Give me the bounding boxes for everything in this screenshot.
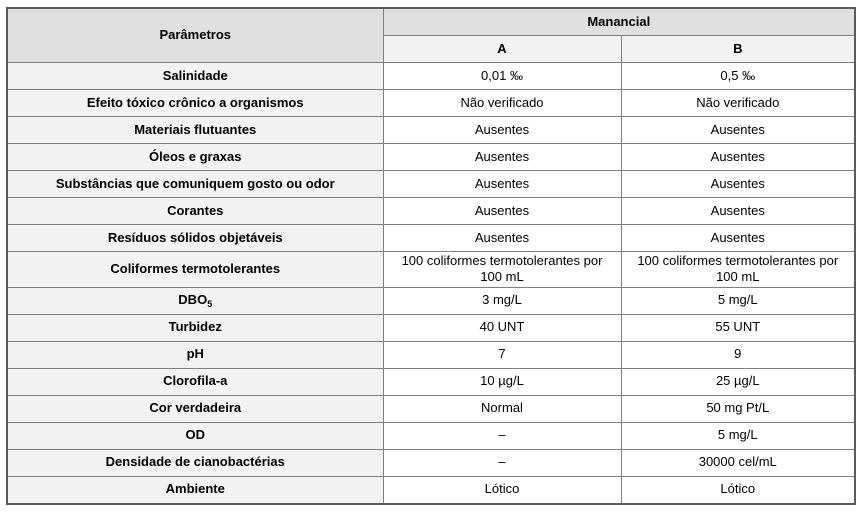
param-label: OD [185, 427, 205, 443]
param-label: Substâncias que comuniquem gosto ou odor [55, 175, 335, 191]
param-cell [7, 225, 383, 252]
column-header-a: A [383, 36, 621, 63]
value-cell-a: 7 [383, 341, 621, 368]
table-body [7, 63, 855, 504]
param-label: DBO [178, 292, 208, 308]
param-label: Efeito tóxico crônico a organismos [86, 94, 304, 110]
table-row [7, 63, 855, 90]
param-cell [7, 368, 383, 395]
value-cell-a: Normal [383, 395, 621, 422]
value-cell-a: 3 mg/L [383, 287, 621, 314]
parameters-header: Parâmetros [7, 8, 383, 63]
table-row [7, 476, 855, 504]
param-label: Coliformes termotolerantes [110, 261, 281, 277]
value-cell-b: 50 mg Pt/L [621, 395, 855, 422]
value-cell-a: 100 coliformes termotolerantes por 100 mL [383, 252, 621, 288]
param-label: Resíduos sólidos objetáveis [107, 229, 283, 245]
value-cell-b: Ausentes [621, 171, 855, 198]
water-quality-table [6, 7, 856, 505]
table-row [7, 90, 855, 117]
value-cell-b: Lótico [621, 476, 855, 504]
header-row-group [7, 8, 855, 36]
table-row [7, 198, 855, 225]
value-cell-b: 25 µg/L [621, 368, 855, 395]
table-row [7, 252, 855, 288]
value-cell-a: Ausentes [383, 117, 621, 144]
param-cell [7, 476, 383, 504]
value-cell-a: Lótico [383, 476, 621, 504]
param-cell [7, 287, 383, 314]
table-row [7, 144, 855, 171]
value-cell-b: 5 mg/L [621, 422, 855, 449]
value-cell-b: 55 UNT [621, 314, 855, 341]
value-cell-b: 9 [621, 341, 855, 368]
value-cell-a: – [383, 422, 621, 449]
param-cell [7, 395, 383, 422]
value-cell-b: Ausentes [621, 198, 855, 225]
param-cell [7, 90, 383, 117]
value-cell-a: 0,01 ‰ [383, 63, 621, 90]
table-row [7, 314, 855, 341]
param-cell [7, 422, 383, 449]
value-cell-a: – [383, 449, 621, 476]
value-cell-b: Não verificado [621, 90, 855, 117]
param-label: Salinidade [162, 67, 228, 83]
param-cell [7, 63, 383, 90]
param-cell [7, 341, 383, 368]
param-label: Turbidez [168, 319, 222, 335]
param-cell [7, 117, 383, 144]
param-label: pH [186, 346, 204, 362]
param-cell [7, 144, 383, 171]
table-row [7, 171, 855, 198]
table-row [7, 422, 855, 449]
value-cell-a: Ausentes [383, 225, 621, 252]
param-cell [7, 314, 383, 341]
param-label: Materiais flutuantes [134, 121, 257, 137]
param-cell [7, 171, 383, 198]
value-cell-b: Ausentes [621, 117, 855, 144]
param-cell [7, 252, 383, 288]
param-label: Cor verdadeira [149, 400, 242, 416]
value-cell-b: 30000 cel/mL [621, 449, 855, 476]
table-row [7, 117, 855, 144]
value-cell-b: 5 mg/L [621, 287, 855, 314]
manancial-group-header: Manancial [383, 8, 855, 36]
value-cell-b: 0,5 ‰ [621, 63, 855, 90]
param-label: Clorofila-a [163, 373, 228, 389]
value-cell-b: Ausentes [621, 225, 855, 252]
param-label: Óleos e graxas [149, 148, 242, 164]
value-cell-b: Ausentes [621, 144, 855, 171]
table-row [7, 449, 855, 476]
param-cell [7, 198, 383, 225]
param-cell [7, 449, 383, 476]
table-row [7, 395, 855, 422]
table-row [7, 341, 855, 368]
table-row [7, 287, 855, 314]
table-row [7, 225, 855, 252]
value-cell-a: Não verificado [383, 90, 621, 117]
value-cell-b: 100 coliformes termotolerantes por 100 mL [621, 252, 855, 288]
param-label-subscript: 5 [207, 299, 213, 310]
value-cell-a: 40 UNT [383, 314, 621, 341]
column-header-b: B [621, 36, 855, 63]
table-row [7, 368, 855, 395]
value-cell-a: Ausentes [383, 144, 621, 171]
value-cell-a: Ausentes [383, 171, 621, 198]
value-cell-a: Ausentes [383, 198, 621, 225]
param-label: Densidade de cianobactérias [105, 454, 285, 470]
param-label: Ambiente [165, 481, 225, 497]
param-label: Corantes [167, 202, 224, 218]
value-cell-a: 10 µg/L [383, 368, 621, 395]
